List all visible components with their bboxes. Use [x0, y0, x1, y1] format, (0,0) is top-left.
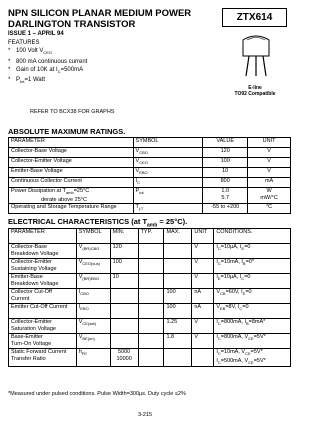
features-list — [8, 39, 87, 87]
title-line-1: NPN SILICON PLANAR MEDIUM POWER — [8, 8, 192, 19]
table-row: Collector Cut-Off Current $I_{CBO}$ 100 nA $V_{CB}=60V$, $I_E=0$ — [9, 289, 291, 304]
table-row: Emitter Cut-Off Current $I_{EBO}$ 100 nA $V_{EB}=8V$, $I_C=0$ — [9, 304, 291, 319]
table-header-row: PARAMETER SYMBOL VALUE UNIT — [9, 138, 291, 148]
feature-item: * $P_{tot}=1$ Watt — [8, 76, 87, 86]
table-row: Power Dissipation at $T_{amb}=25^\circ C$ derate above 25°C $P_{tot}$ 1.0 5.7 W mW/°C — [9, 188, 291, 204]
title-line-2: DARLINGTON TRANSISTOR — [8, 19, 136, 30]
table-row: Collector-Emitter Voltage $V_{CEO}$ 100 V — [9, 158, 291, 168]
document-title — [8, 8, 191, 30]
package-caption: E-line TO92 Compatible — [234, 85, 276, 97]
table-row: Static Forward Current Transfer Ratio $h_{FE}$ 5000 10000 $I_C=10mA$, $V_{CE}=5V*$ $I_C=500mA$, $V_{CE}=5V*$ — [9, 349, 291, 367]
table-row: Continuous Collector Current $I_C$ 800 mA — [9, 178, 291, 188]
feature-item: * Gain of 10K at $I_C=500mA$ — [8, 66, 87, 76]
issue-line: ISSUE 1 – APRIL 94 — [8, 31, 64, 37]
footnote: *Measured under pulsed conditions. Pulse Width=300µs. Duty cycle ≤2% — [8, 391, 186, 397]
absolute-maximum-ratings-table — [8, 137, 291, 214]
table-header-row: PARAMETER SYMBOL MIN. TYP. MAX. UNIT CONDITIONS. — [9, 229, 291, 244]
page-number: 3-215 — [138, 412, 153, 418]
table-row: Emitter-Base Voltage $V_{EBO}$ 10 V — [9, 168, 291, 178]
feature-item: * 800 mA continuous current — [8, 58, 87, 66]
refer-note: REFER TO BCX38 FOR GRAPHS — [30, 109, 115, 115]
table-row: Collector-Base Voltage $V_{CBO}$ 120 V — [9, 148, 291, 158]
elec-char-heading: ELECTRICAL CHARACTERISTICS (at $T_{amb} = 25^\circ C$). — [8, 217, 188, 229]
to92-package-icon — [233, 32, 279, 78]
table-row: Collector-Base Breakdown Voltage $V_{(BR)CBO}$ 120 V $I_C=10\mu A$, $I_E=0$ — [9, 244, 291, 259]
table-row: Operating and Storage Temperature Range $T_{j:T}$ -55 to +200 °C — [9, 204, 291, 214]
feature-item: * 100 Volt $V_{CEO}$ — [8, 47, 87, 57]
features-heading: FEATURES — [8, 40, 40, 46]
electrical-characteristics-table — [8, 228, 291, 367]
abs-max-heading: ABSOLUTE MAXIMUM RATINGS. — [8, 127, 126, 136]
part-number-box: ZTX614 — [222, 8, 287, 27]
table-row: Collector-Emitter Saturation Voltage $V_{CE(sat)}$ 1.25 V $I_C=800mA$, $I_B=8mA*$ — [9, 319, 291, 334]
table-row: Base-Emitter Turn-On Voltage $V_{BE(on)}$ 1.8 V $I_C=800mA$, $V_{CE}=5V*$ — [9, 334, 291, 349]
table-row: Collector-Emitter Sustaining Voltage $V_{CEO(sus)}$ 100 V $I_C=10mA$, $I_B=0*$ — [9, 259, 291, 274]
table-row: Emitter-Base Breakdown Voltage $V_{(BR)EBO}$ 10 V $I_E=10\mu A$, $I_C=0$ — [9, 274, 291, 289]
